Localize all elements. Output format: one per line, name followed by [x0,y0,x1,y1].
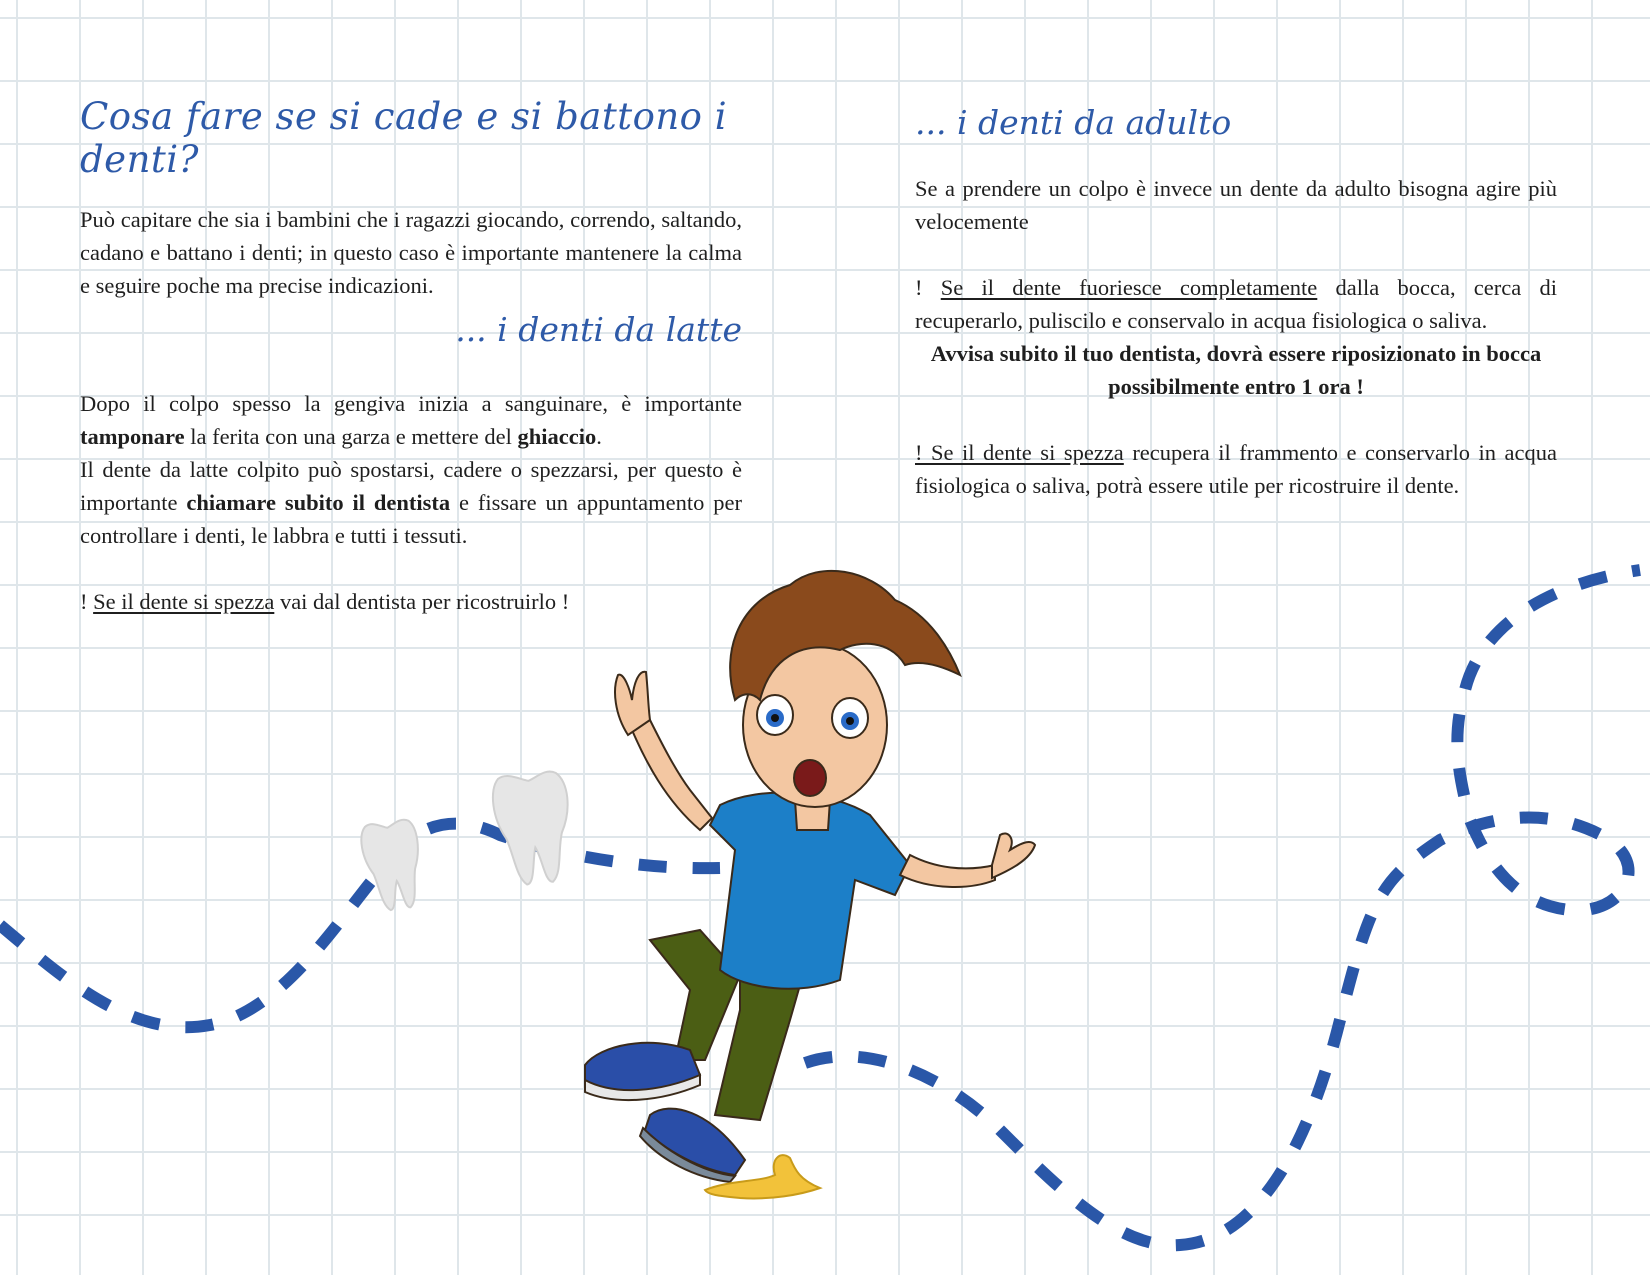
dashed-path [0,824,720,1028]
falling-boy [585,571,1035,1182]
right-column [915,95,1557,502]
milk-teeth-paragraph: Dopo il colpo spesso la gengiva inizia a sanguinare, è importante tamponare la ferita con una garza e mettere del ghiaccio. [80,391,742,449]
milk-teeth-subtitle: ... i denti da latte [455,310,742,349]
adult-teeth-intro: Se a prendere un colpo è invece un dente da adulto bisogna agire più velocemente [915,176,1557,234]
tooth-icon [491,770,576,887]
knocked-out-warning: Avvisa subito il tuo dentista, dovrà essere riposizionato in bocca possibilmente entro 1 ora ! [930,341,1542,399]
left-column [80,95,742,618]
broken-adult-tooth-paragraph: ! Se il dente si spezza recupera il frammento e conservarlo in acqua fisiologica o saliva, potrà essere utile per ricostruire il dente. [915,440,1557,498]
broken-tooth-note: ! Se il dente si spezza vai dal dentista per ricostruirlo ! [80,589,570,614]
dashed-path [805,570,1640,1245]
intro-paragraph: Può capitare che sia i bambini che i ragazzi giocando, correndo, saltando, cadano e battano i denti; in questo caso è importante mantenere la calma e seguire poche ma precise indicazioni. [80,207,742,298]
tooth-icon [359,818,426,913]
adult-teeth-subtitle: ... i denti da adulto [915,103,1232,142]
knocked-out-paragraph: ! Se il dente fuoriesce completamente dalla bocca, cerca di recuperarlo, puliscilo e conservalo in acqua fisiologica o saliva. [915,275,1557,333]
page-title: Cosa fare se si cade e si battono i denti? [80,95,728,181]
milk-teeth-paragraph-2: Il dente da latte colpito può spostarsi, cadere o spezzarsi, per questo è importante chiamare subito il dentista e fissare un appuntamento per controllare i denti, le labbra e tutti i tessuti. [80,457,742,548]
